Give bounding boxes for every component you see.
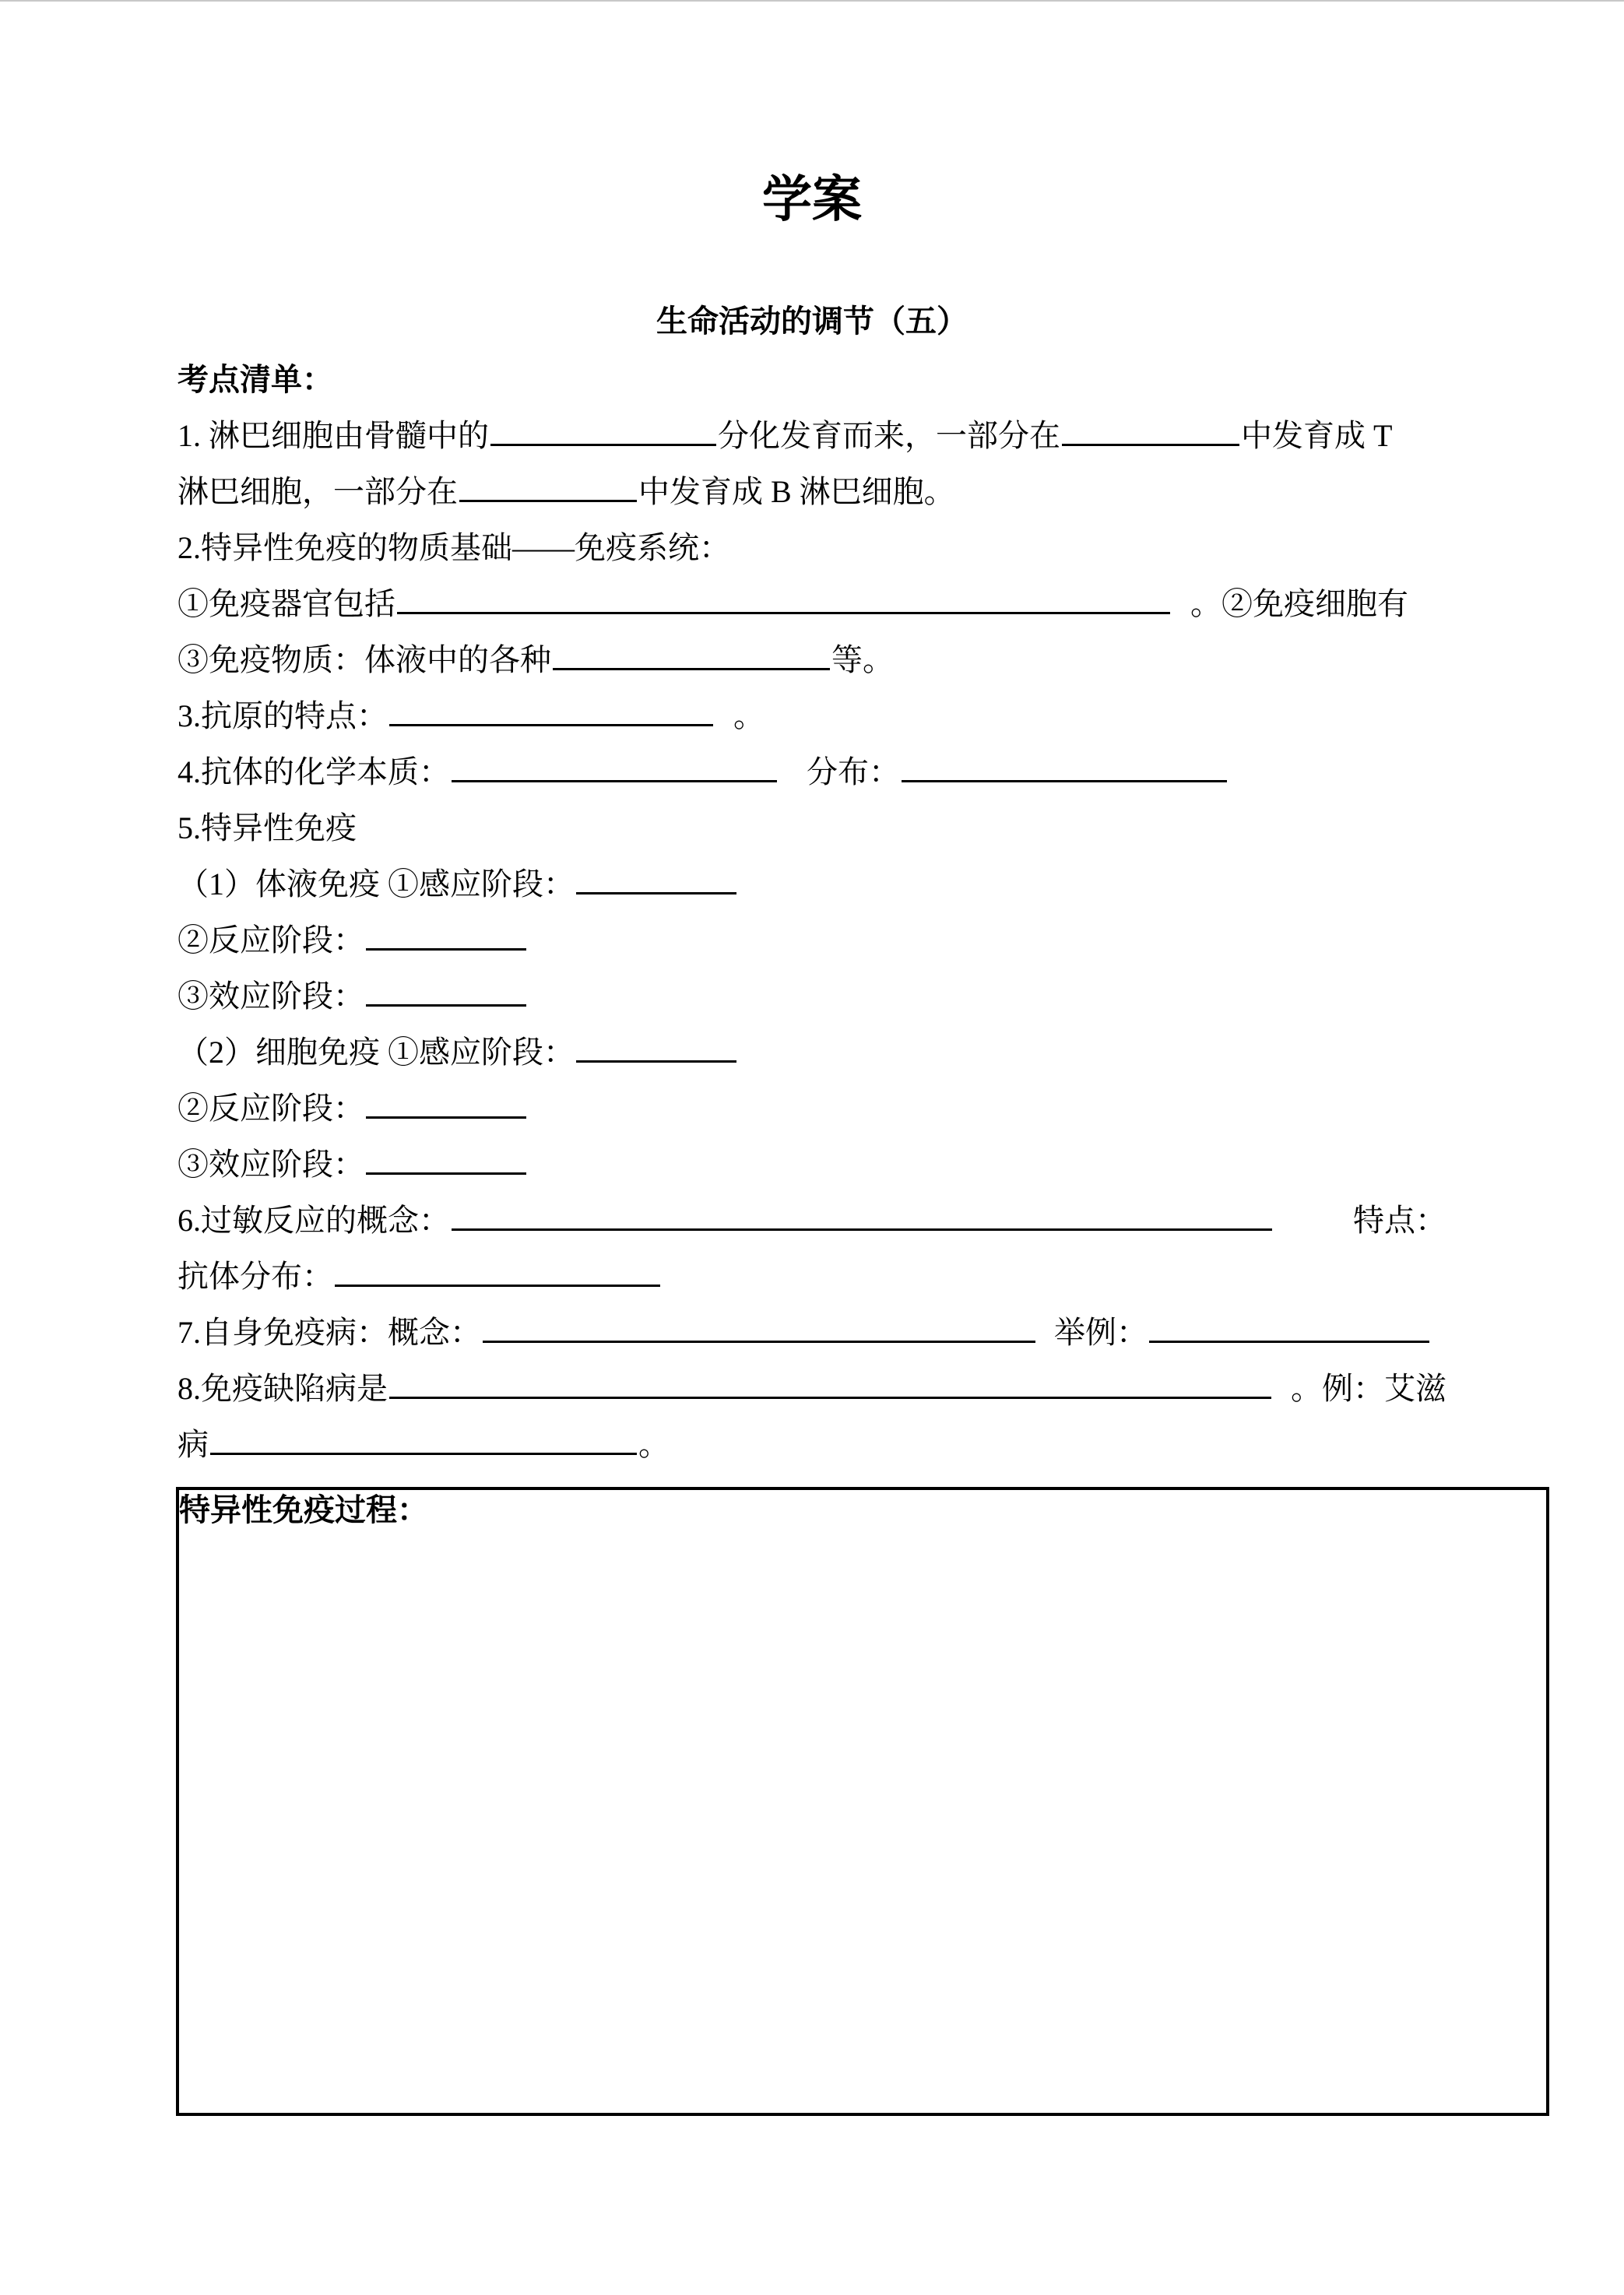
- q5-cellular-effect-blank[interactable]: [366, 1149, 526, 1175]
- q5-cellular-label: （2）细胞免疫 ①感应阶段：: [178, 1035, 575, 1070]
- q7-example-blank[interactable]: [1149, 1317, 1429, 1343]
- q4-distribution-blank[interactable]: [902, 757, 1227, 782]
- q1-text-b: 分化发育而来，一部分在: [718, 418, 1060, 453]
- q6-features-label: 特点：: [1353, 1203, 1446, 1238]
- q8-line-1: [178, 1361, 1446, 1417]
- q6-concept-label: 6.过敏反应的概念：: [178, 1203, 450, 1238]
- page-title: 学案: [762, 171, 862, 229]
- q5-cellular-line: [178, 1024, 1446, 1081]
- page-subtitle: 生命活动的调节（五）: [656, 304, 968, 339]
- q3-line: [178, 688, 1446, 744]
- q5-cellular-reaction-blank[interactable]: [366, 1093, 526, 1119]
- q5-humoral-effect-blank[interactable]: [366, 981, 526, 1007]
- q8-blank[interactable]: [389, 1373, 1271, 1399]
- q2-substances-blank[interactable]: [553, 645, 830, 670]
- q2-organs-blank[interactable]: [397, 589, 1170, 614]
- q5-cellular-reaction-line: [178, 1081, 1446, 1137]
- q8-example-label: 。例：艾滋: [1291, 1371, 1446, 1406]
- q5-humoral-reaction-blank[interactable]: [366, 925, 526, 951]
- q6-line-1: [178, 1193, 1446, 1249]
- q5-humoral-effect-line: [178, 968, 1446, 1024]
- q5-cellular-effect-line: [178, 1137, 1446, 1193]
- q1-line-1: [178, 408, 1446, 464]
- q7-line: [178, 1305, 1446, 1361]
- q8-aids-blank[interactable]: [210, 1429, 637, 1455]
- q5-humoral-reaction-line: [178, 912, 1446, 968]
- q8-line-2: [178, 1417, 1446, 1473]
- q5-cellular-induction-blank[interactable]: [576, 1037, 736, 1063]
- q2-cells-label: 。②免疫细胞有: [1190, 586, 1408, 621]
- q1-text-e: 中发育成 B 淋巴细胞。: [638, 474, 955, 509]
- q5-reaction-label: ②反应阶段：: [178, 1091, 364, 1126]
- q6-concept-blank[interactable]: [452, 1205, 1272, 1231]
- q7-example-label: 举例：: [1054, 1315, 1148, 1350]
- q2-substances-label: ③免疫物质：体液中的各种: [178, 642, 551, 677]
- q3-end: 。: [733, 698, 765, 733]
- q3-blank[interactable]: [389, 701, 713, 726]
- q1-blank-1[interactable]: [490, 420, 716, 446]
- q2-organs-line: [178, 576, 1446, 632]
- q5-effect-label: ③效应阶段：: [178, 1147, 364, 1182]
- q4-label: 4.抗体的化学本质：: [178, 754, 450, 789]
- q4-distribution-label: 分布：: [807, 754, 900, 789]
- worksheet-body: [178, 352, 1446, 1473]
- q8-end: 。: [638, 1427, 670, 1462]
- q6-antibody-blank[interactable]: [335, 1261, 660, 1287]
- q5-heading: 5.特异性免疫: [178, 810, 357, 845]
- page-top-border: [0, 0, 1624, 2]
- q8-disease-suffix: 病: [178, 1427, 209, 1462]
- q1-blank-3[interactable]: [459, 476, 637, 502]
- q2-substances-end: 等。: [831, 642, 894, 677]
- q2-substances-line: [178, 632, 1446, 688]
- q4-line: [178, 744, 1446, 800]
- q5-humoral-label: （1）体液免疫 ①感应阶段：: [178, 866, 575, 901]
- q7-concept-label: 7.自身免疫病：概念：: [178, 1315, 481, 1350]
- q1-text-a: 1. 淋巴细胞由骨髓中的: [178, 418, 489, 453]
- q3-label: 3.抗原的特点：: [178, 698, 388, 733]
- q8-label: 8.免疫缺陷病是: [178, 1371, 388, 1406]
- q2-organs-label: ①免疫器官包括: [178, 586, 395, 621]
- q1-text-c: 中发育成 T: [1241, 418, 1393, 453]
- q6-antibody-label: 抗体分布：: [178, 1259, 333, 1294]
- q5-reaction-label: ②反应阶段：: [178, 923, 364, 958]
- q2-heading: 2.特异性免疫的物质基础——免疫系统：: [178, 530, 730, 565]
- q4-nature-blank[interactable]: [452, 757, 777, 782]
- q1-blank-2[interactable]: [1062, 420, 1239, 446]
- process-box-label: 特异性免疫过程：: [179, 1492, 428, 1528]
- q1-line-2: [178, 464, 1446, 520]
- section-heading: 考点清单：: [178, 362, 333, 398]
- q7-concept-blank[interactable]: [483, 1317, 1035, 1343]
- q5-humoral-induction-blank[interactable]: [576, 869, 736, 894]
- q5-effect-label: ③效应阶段：: [178, 979, 364, 1014]
- process-drawing-box[interactable]: [176, 1487, 1549, 2116]
- q5-humoral-line: [178, 856, 1446, 912]
- q1-text-d: 淋巴细胞，一部分在: [178, 474, 458, 509]
- q6-line-2: [178, 1249, 1446, 1305]
